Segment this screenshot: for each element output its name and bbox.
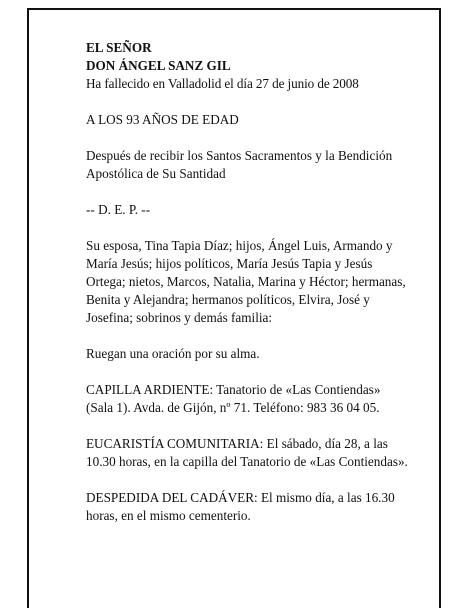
sacraments-paragraph: Después de recibir los Santos Sacramentos y la Bendición Apostólica de Su Santidad bbox=[86, 148, 393, 181]
deceased-heading bbox=[86, 39, 408, 93]
family-paragraph: Su esposa, Tina Tapia Díaz; hijos, Ángel Luis, Armando y María Jesús; hijos políticos, María Jesús Tapia y Jesús Ortega; nietos, Marcos, Natalia, Marina y Héctor; hermanas, Benita y Alejandra; hermanos políticos, Elvira, José y Josefina; sobrinos y demás familia: bbox=[86, 238, 406, 325]
farewell-paragraph: DESPEDIDA DEL CADÁVER: El mismo día, a las 16.30 horas, en el mismo cementerio. bbox=[86, 490, 395, 523]
eucharist-paragraph: EUCARISTÍA COMUNITARIA: El sábado, día 28, a las 10.30 horas, en la capilla del Tanatorio de «Las Contiendas». bbox=[86, 436, 408, 469]
dep-line: -- D. E. P. -- bbox=[86, 202, 151, 217]
age-line: A LOS 93 AÑOS DE EDAD bbox=[86, 112, 239, 127]
prayer-line: Ruegan una oración por su alma. bbox=[86, 346, 260, 361]
deceased-name: DON ÁNGEL SANZ GIL bbox=[86, 58, 231, 73]
title-line-1: EL SEÑOR bbox=[86, 40, 152, 55]
death-details: Ha fallecido en Valladolid el día 27 de junio de 2008 bbox=[86, 76, 359, 91]
obituary-content bbox=[86, 39, 408, 543]
chapel-paragraph: CAPILLA ARDIENTE: Tanatorio de «Las Contiendas» (Sala 1). Avda. de Gijón, nº 71. Teléfono: 983 36 04 05. bbox=[86, 382, 381, 415]
